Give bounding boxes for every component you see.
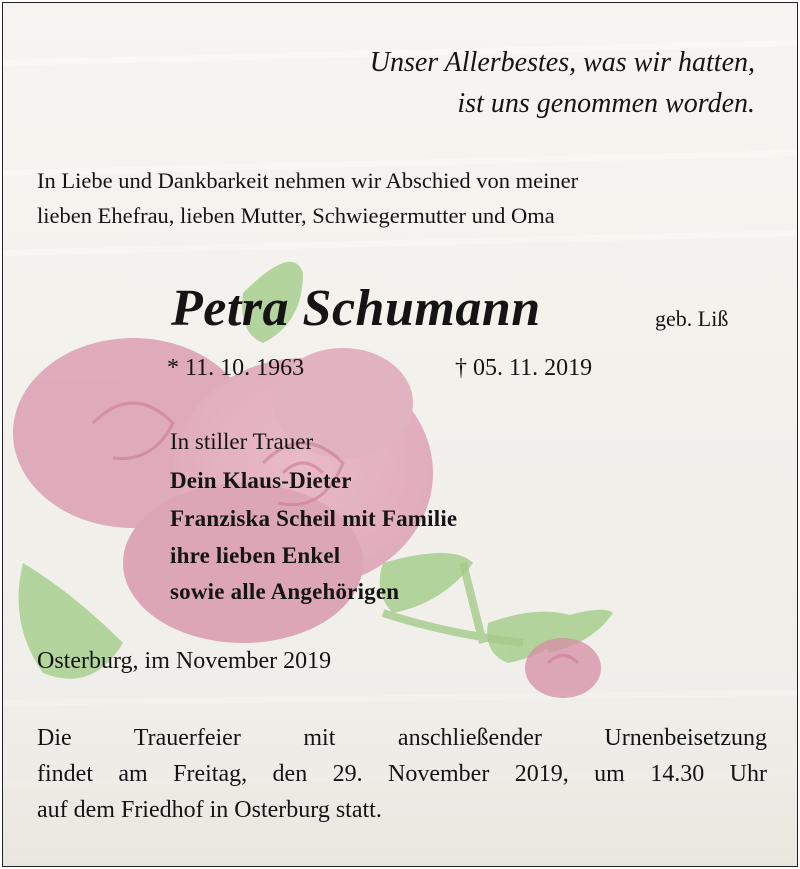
motto-line-1: Unser Allerbestes, was wir hatten, xyxy=(369,47,755,78)
mourner-2: Franziska Scheil mit Familie xyxy=(170,506,458,531)
mourner-4: sowie alle Angehörigen xyxy=(170,579,400,604)
death-date: † 05. 11. 2019 xyxy=(455,355,593,381)
funeral-line-1: Die Trauerfeier mit anschließender Urnenbeisetzung xyxy=(37,725,767,751)
intro-line-1: In Liebe und Dankbarkeit nehmen wir Abschied von meiner xyxy=(37,168,579,193)
place-and-date: Osterburg, im November 2019 xyxy=(37,648,332,674)
mourner-3: ihre lieben Enkel xyxy=(170,543,341,568)
motto-line-2: ist uns genommen worden. xyxy=(457,88,755,119)
funeral-line-3: auf dem Friedhof in Osterburg statt. xyxy=(37,797,382,823)
birth-date: * 11. 10. 1963 xyxy=(167,355,305,381)
intro-line-2: lieben Ehefrau, lieben Mutter, Schwiegermutter und Oma xyxy=(37,203,555,228)
birth-name: geb. Liß xyxy=(655,306,729,331)
funeral-line-2: findet am Freitag, den 29. November 2019, um 14.30 Uhr xyxy=(37,761,767,787)
mourner-1: Dein Klaus-Dieter xyxy=(170,468,352,493)
deceased-name: Petra Schumann xyxy=(171,280,541,337)
obituary-notice xyxy=(2,2,798,867)
mourning-heading: In stiller Trauer xyxy=(170,429,314,454)
